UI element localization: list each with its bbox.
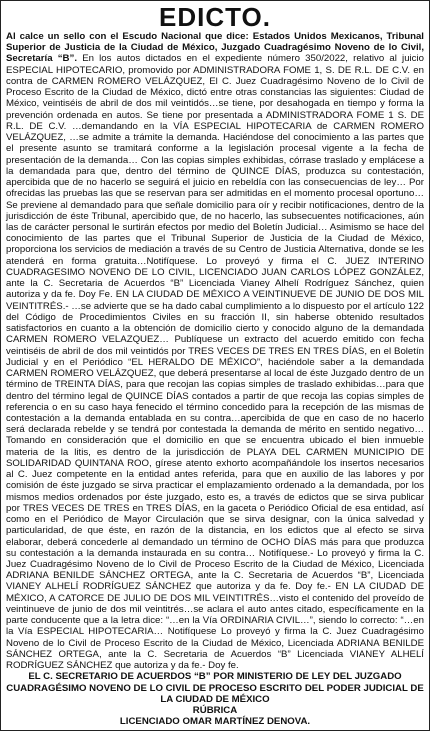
edict-body: En los autos dictados en el expediente número 350/2022, relativo al juicio ESPECIAL HIPOTECARIO, promovido por ADMINISTRADORA FOME 1, S. DE R.L. DE C.V. en contra de CARMEN ROMERO VELÁZQUEZ, El C. Juez Cuadragésimo Noveno de lo Civil de Proceso Escrito de la Ciudad de México, dictó entre otras constancias las siguientes: Ciudad de México, veintiséis de abril de dos mil veintidós…se tiene, por desahogada en tiempo y forma la prevención ordenada en autos. Se tiene por presentada a ADMINISTRADORA FOME 1 S. DE R.L. DE C.V. …demandando en la VÍA ESPECIAL HIPOTECARIA de CARMEN ROMERO VELÁZQUEZ, …se admite a trámite la demanda. Haciéndose del conocimiento a las partes que el presente asunto se tramitará conforme a la legislación procesal vigente a la fecha de presentación de la demanda… Con las copias simples exhibidas, córrase traslado y emplácese a la demandada para que, dentro del término de QUINCE DÍAS, produzca su contestación, apercibida que de no hacerlo se seguirá el juicio en rebeldía con las consecuencias de ley… Por ofrecidas las pruebas las que se reservan para ser admitidas en el momento procesal oportuno…Se previene al demandado para que señale domicilio para oír y recibir notificaciones, dentro de la jurisdicción de éste Tribunal, apercibido que, de no hacerlo, las subsecuentes notificaciones, aún las de carácter personal le surtirán efectos por medio del Boletín Judicial… Asimismo se hace del conocimiento de las partes que el Tribunal Superior de Justicia de la Ciudad de México, proporciona los servicios de mediación a través de su Centro de Justicia Alternativa, donde se les atenderá en forma gratuita…Notifíquese. Lo proveyó y firma el C. JUEZ INTERINO CUADRAGESIMO NOVENO DE LO CIVIL, LICENCIADO JUAN CARLOS LÓPEZ GONZÁLEZ, ante la C. Secretaria de Acuerdos “B” Licenciada Vianey Alhelí Rodríguez Sánchez, quien autoriza y da fe. Doy Fe. EN LA CIUDAD DE MÉXICO A VEINTINUEVE DE JUNIO DE DOS MIL VEINTITRÉS.- …se advierte que se ha dado cabal cumplimiento a lo dispuesto por el artículo 122 del Código de Procedimientos Civiles en su fracción II, sin haberse obtenido resultados satisfactorios en cuanto a la obtención de domicilio cierto y conocido alguno de la demandada CARMEN ROMERO VELAZQUEZ… Publíquese un extracto del acuerdo emitido con fecha veintiséis de abril de dos mil veintidós por TRES VECES DE TRES EN TRES DÍAS, en el Boletín Judicial y en el Periódico “EL HERALDO DE MÉXICO”, haciéndole saber a la demandada CARMEN ROMERO VELÁZQUEZ, que deberá presentarse al local de éste Juzgado dentro de un término de TREINTA DÍAS, para que recojan las copias simples de traslado exhibidas…para que dentro del término legal de QUINCE DÍAS contados a partir de que recoja las copias simples de referencia o en su caso haya fenecido el término concedido para la recepción de las mismas de contestación a la demanda entablada en su contra…apercibida de que en caso de no hacerlo será declarada rebelde y se tendrá por contestada la demanda de mérito en sentido negativo… Tomando en consideración que el domicilio en que se encuentra ubicado el bien inmueble materia de la litis, es dentro de la jurisdicción de PLAYA DEL CARMEN MUNICIPIO DE SOLIDARIDAD QUINTANA ROO, gírese atento exhorto acompañándole los insertos necesarios al C. Juez competente en la entidad antes referida, para que en auxilio de las labores y por comisión de éste juzgado se sirva practicar el emplazamiento ordenado a la demandada, por los mismos medios ordenados por éste juzgado, esto es, a través de edictos que se sirva publicar por TRES VECES DE TRES en TRES DÍAS, en la gaceta o Periódico Oficial de esa entidad, así como en el Periódico de Mayor Circulación que se sirva designar, con la única salvedad y particularidad, de que éste, en razón de la distancia, en los edictos que al efecto se sirva elaborar, deberá concederle al demandado un término de OCHO DÍAS más para que produzca su contestación a la demanda instaurada en su contra… Notifíquese.- Lo proveyó y firma la C. Juez Cuadragésimo Noveno de lo Civil de Proceso Escrito de la Ciudad de México, Licenciada ADRIANA BENILDE SÁNCHEZ ORTEGA, ante la C. Secretaria de Acuerdos “B”, Licenciada VIANEY ALHELÍ RODRÍGUEZ SÁNCHEZ que autoriza y da fe. Doy fe.- EN LA CIUDAD DE MÉXICO, A CATORCE DE JULIO DE DOS MIL VEINTITRÉS…visto el contenido del proveído de veintinueve de junio de dos mil veintitrés…se aclara el auto antes citado, específicamente en la parte conducente que a la letra dice: “…en la Vía ORDINARIA CIVIL…”, siendo lo correcto: “…en la Vía ESPECIAL HIPOTECARIA… Notifíquese Lo proveyó y firma la C. Juez Cuadragésimo Noveno de lo Civil de Proceso Escrito de la Ciudad de México, Licenciada ADRIANA BENILDE SÁNCHEZ ORTEGA, ante la C. Secretaria de Acuerdos “B” Licenciada VIANEY ALHELÍ RODRÍGUEZ SÁNCHEZ que autoriza y da fe.- Doy fe. (6, 53, 424, 672)
signature-rubric: RÚBRICA (192, 705, 238, 717)
signature-name: LICENCIADO OMAR MARTÍNEZ DENOVA. (119, 716, 311, 728)
edict-signature-block (6, 671, 424, 727)
edict-body-paragraph (6, 31, 424, 671)
signature-secretary-title: EL C. SECRETARIO DE ACUERDOS “B” POR MINISTERIO DE LEY DEL JUZGADO CUADRAGÉSIMO NOVENO DE LO CIVIL DE PROCESO ESCRITO DEL PODER JUDICIAL DE LA CIUDAD DE MÉXICO (6, 671, 424, 705)
edict-title: EDICTO. (159, 2, 271, 32)
edict-intro: Al calce un sello con el Escudo Nacional que dice: Estados Unidos Mexicanos, Tribunal Superior de Justicia de la Ciudad de México, Juzgado Cuadragésimo Noveno de lo Civil, Secretaría “B”. (6, 31, 424, 65)
